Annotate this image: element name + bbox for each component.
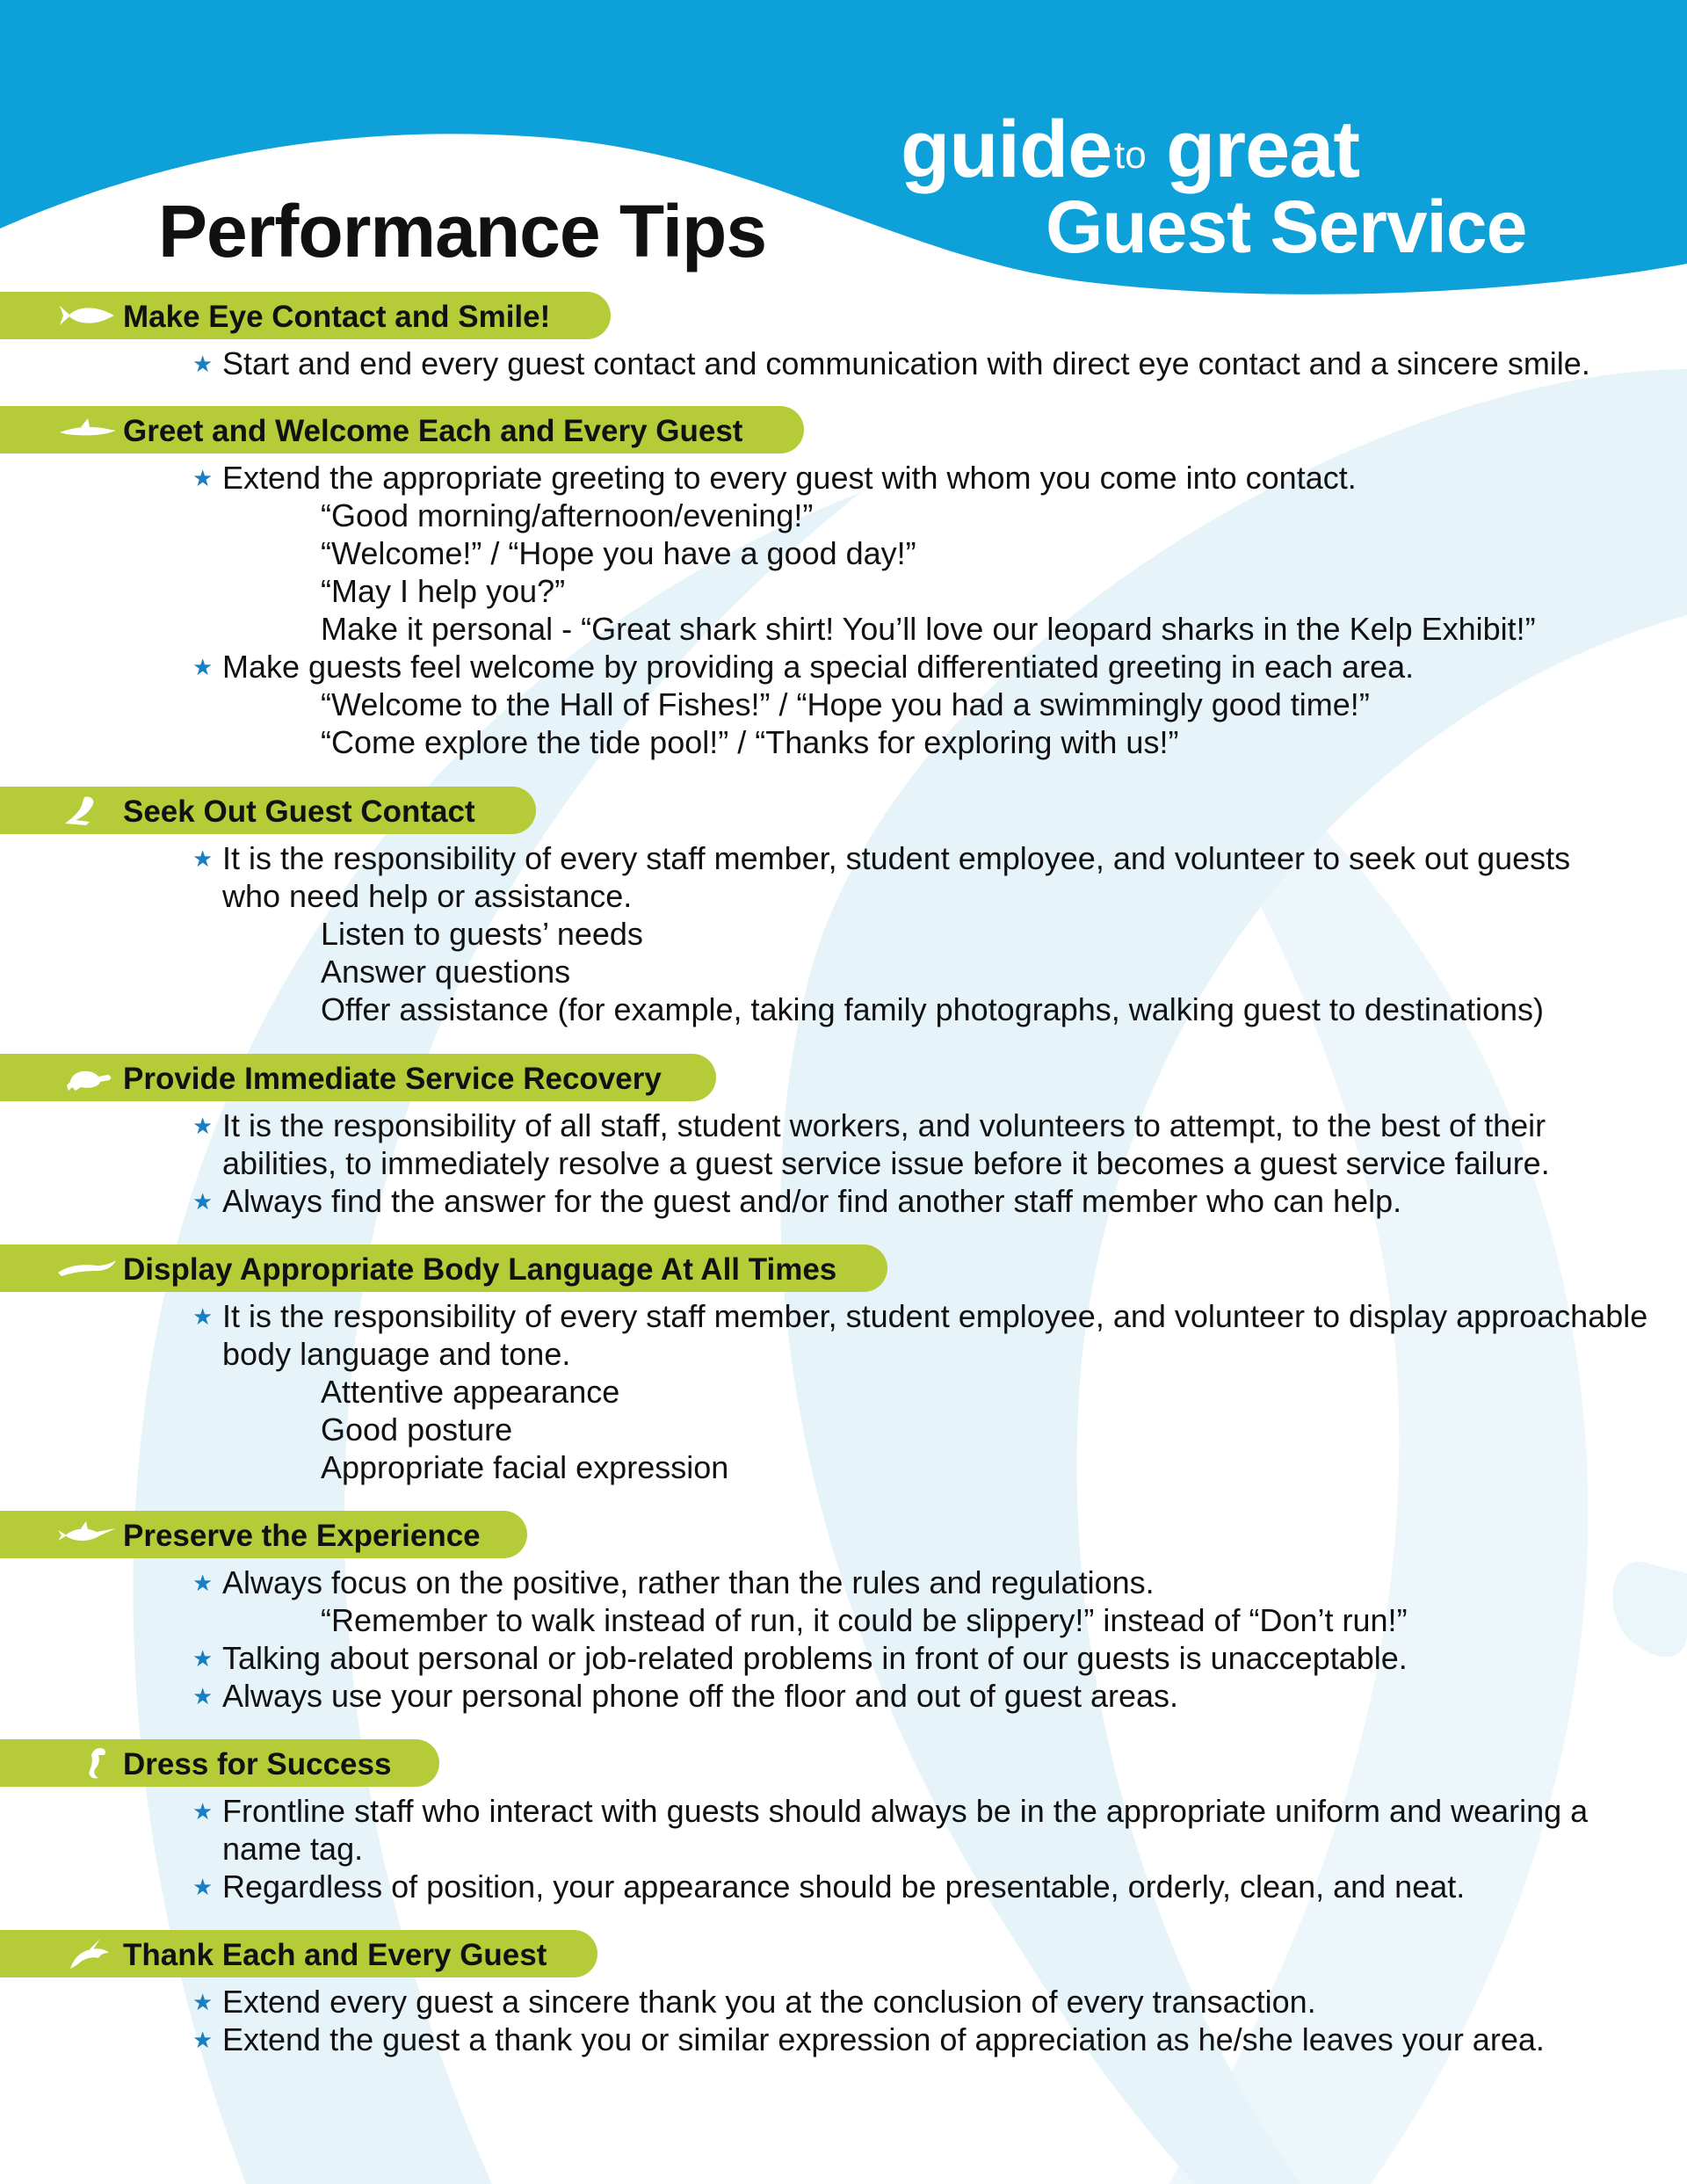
tip-text: Always use your personal phone off the floor and out of guest areas. [222, 1678, 1179, 1714]
section-eye-contact [0, 292, 1687, 382]
tip-list [0, 1792, 1687, 1905]
tip-text: Make guests feel welcome by providing a special differentiated greeting in each area. [222, 649, 1415, 685]
star-icon: ★ [192, 1113, 214, 1139]
tip-item [0, 648, 1687, 686]
sea-lion-icon [54, 792, 118, 829]
star-icon: ★ [192, 465, 214, 491]
brand-to: to [1114, 134, 1147, 177]
turtle-icon [54, 1059, 118, 1096]
brand-guest-service: Guest Service [1046, 185, 1527, 268]
tip-text: Extend the guest a thank you or similar expression of appreciation as he/she leaves your area. [222, 2021, 1545, 2057]
section-banner [0, 1930, 597, 1977]
tip-item [0, 1182, 1687, 1220]
tip-item [0, 459, 1687, 497]
tip-item [0, 1297, 1687, 1335]
swordfish-icon [54, 1516, 118, 1553]
tip-example: Make it personal - “Great shark shirt! You’ll love our leopard sharks in the Kelp Exhibit!” [321, 611, 1536, 647]
star-icon: ★ [192, 1303, 214, 1330]
tip-continuation: name tag. [222, 1831, 364, 1867]
section-service-recovery [0, 1054, 1687, 1220]
brand-guide: guide [901, 105, 1112, 194]
star-icon: ★ [192, 351, 214, 377]
shark-icon [54, 411, 118, 448]
section-body-language [0, 1244, 1687, 1486]
section-dress-success [0, 1739, 1687, 1905]
tip-list [0, 1107, 1687, 1220]
tip-text: It is the responsibility of every staff member, student employee, and volunteer to display approachable [222, 1298, 1648, 1334]
eel-icon [54, 1250, 118, 1287]
tip-item [0, 1107, 1687, 1144]
star-icon: ★ [192, 2027, 214, 2053]
star-icon: ★ [192, 1683, 214, 1709]
tip-example: “Come explore the tide pool!” / “Thanks for exploring with us!” [321, 724, 1179, 760]
tip-continuation: body language and tone. [222, 1336, 571, 1372]
section-title: Preserve the Experience [123, 1519, 481, 1553]
tip-example: “Good morning/afternoon/evening!” [321, 497, 814, 533]
section-title: Display Appropriate Body Language At All Times [123, 1252, 837, 1287]
section-banner [0, 787, 536, 834]
tip-item [0, 1564, 1687, 1601]
section-banner [0, 406, 804, 453]
section-banner [0, 1244, 887, 1292]
tip-item [0, 1639, 1687, 1677]
tip-example: Listen to guests’ needs [321, 916, 643, 952]
section-title: Seek Out Guest Contact [123, 795, 475, 829]
tip-example: Offer assistance (for example, taking family photographs, walking guest to destinations) [321, 991, 1545, 1027]
section-title: Thank Each and Every Guest [123, 1938, 547, 1972]
tip-example: “Remember to walk instead of run, it could be slippery!” instead of “Don’t run!” [321, 1602, 1408, 1638]
section-banner [0, 1739, 439, 1787]
section-banner [0, 1511, 527, 1558]
tip-text: Always find the answer for the guest and/or find another staff member who can help. [222, 1183, 1402, 1219]
section-title: Dress for Success [123, 1747, 392, 1781]
star-icon: ★ [192, 1874, 214, 1900]
star-icon: ★ [192, 1989, 214, 2015]
tip-text: Always focus on the positive, rather than the rules and regulations. [222, 1564, 1155, 1600]
tip-item [0, 1868, 1687, 1905]
tip-text: It is the responsibility of every staff member, student employee, and volunteer to seek out guests [222, 840, 1571, 876]
tip-item [0, 1677, 1687, 1715]
section-greet-welcome [0, 406, 1687, 761]
page-title: Performance Tips [158, 190, 767, 272]
tip-list [0, 1297, 1687, 1486]
section-thank-guest [0, 1930, 1687, 2058]
section-banner [0, 1054, 716, 1101]
star-icon: ★ [192, 1570, 214, 1596]
tip-text: Talking about personal or job-related problems in front of our guests is unacceptable. [222, 1640, 1408, 1676]
fish-icon [54, 297, 118, 334]
tip-example: “May I help you?” [321, 573, 566, 609]
section-banner [0, 292, 611, 339]
tip-list [0, 345, 1687, 382]
section-title: Make Eye Contact and Smile! [123, 300, 551, 334]
tip-continuation: abilities, to immediately resolve a guest service issue before it becomes a guest service failure. [222, 1145, 1550, 1181]
seahorse-icon [54, 1745, 118, 1781]
section-title: Greet and Welcome Each and Every Guest [123, 414, 743, 448]
tip-continuation: who need help or assistance. [222, 878, 633, 914]
tip-text: Frontline staff who interact with guests should always be in the appropriate uniform and wearing a [222, 1793, 1589, 1829]
section-seek-contact [0, 787, 1687, 1028]
star-icon: ★ [192, 1645, 214, 1672]
shrimp-icon [54, 1935, 118, 1972]
tip-text: Extend every guest a sincere thank you at the conclusion of every transaction. [222, 1984, 1316, 2020]
tip-example: Good posture [321, 1411, 513, 1448]
tip-text: Start and end every guest contact and communication with direct eye contact and a sincere smile. [222, 345, 1590, 381]
star-icon: ★ [192, 845, 214, 872]
tip-example: Appropriate facial expression [321, 1449, 729, 1485]
tip-item [0, 2021, 1687, 2058]
tip-example: “Welcome!” / “Hope you have a good day!” [321, 535, 916, 571]
tip-example: Answer questions [321, 954, 571, 990]
tip-text: Regardless of position, your appearance should be presentable, orderly, clean, and neat. [222, 1868, 1466, 1905]
tip-item [0, 345, 1687, 382]
tip-example: Attentive appearance [321, 1374, 620, 1410]
tip-list [0, 459, 1687, 761]
tip-example: “Welcome to the Hall of Fishes!” / “Hope you had a swimmingly good time!” [321, 686, 1370, 722]
star-icon: ★ [192, 1798, 214, 1825]
star-icon: ★ [192, 1188, 214, 1215]
tip-text: It is the responsibility of all staff, student workers, and volunteers to attempt, to the best of their [222, 1107, 1546, 1143]
section-title: Provide Immediate Service Recovery [123, 1062, 662, 1096]
tip-list [0, 1983, 1687, 2058]
brand-great: great [1166, 105, 1359, 194]
tip-list [0, 839, 1687, 1028]
star-icon: ★ [192, 654, 214, 680]
section-preserve-experience [0, 1511, 1687, 1715]
tip-item [0, 1983, 1687, 2021]
tip-item [0, 839, 1687, 877]
tip-text: Extend the appropriate greeting to every guest with whom you come into contact. [222, 460, 1357, 496]
tip-list [0, 1564, 1687, 1715]
tip-item [0, 1792, 1687, 1830]
